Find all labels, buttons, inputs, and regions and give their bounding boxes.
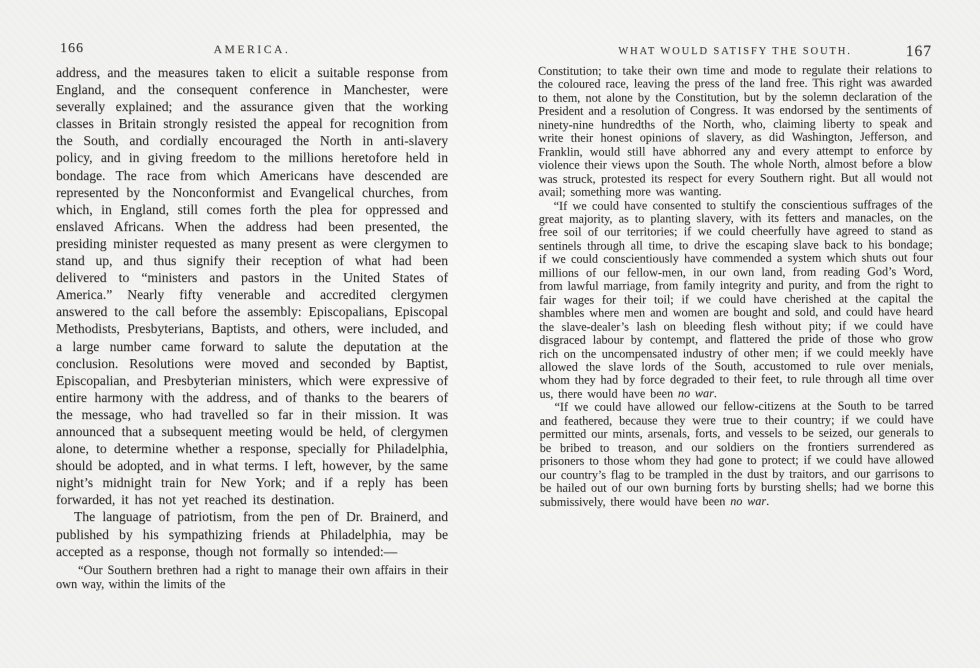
paragraph — [539, 198, 934, 402]
text-segment: Constitution; to take their own time and mode to regulate their relations to the coloured race, leaving the press of the land free. This right was awarded to them, not alone by the Constitution, but by the solemn declaration of the President and a resolution of Congress. It was endorsed by the sentiments of ninety-nine hundredths of the North, who, claiming liberty to speak and write their honest opinions of slavery, as did Washington, Jefferson, and Franklin, would still have abhorred any and every attempt to enforce by violence their views upon the South. The whole North, almost before a blow was struck, protested its respect for every Southern right. But all would not avail; something more was wanting. — [537, 62, 933, 199]
left-page — [56, 0, 448, 668]
text-segment: “If we could have allowed our fellow-citizens at the South to be tarred and feathered, because they were true to their country; if we could have permitted our mints, arsenals, forts, and vessels to be seized, our generals to be bribed to treason, and our soldiers on the frontiers surrendered as prisoners to those whom they had gone to protect; if we could have allowed our country’s flag to be trampled in the dust by traitors, and our garrisons to be hailed out of our own burning forts by bursting shells; had we borne this submissively, there would have been — [539, 398, 934, 509]
paragraph — [56, 508, 448, 559]
left-running-head: AMERICA. — [213, 44, 291, 56]
paragraph — [56, 64, 448, 508]
right-running-head: WHAT WOULD SATISFY THE SOUTH. — [618, 46, 852, 57]
right-page-header — [538, 43, 932, 62]
left-page-header — [56, 41, 448, 60]
left-page-text — [56, 64, 448, 591]
text-segment: address, and the measures taken to elicit a suitable response from England, and the consequent conference in Manchester, were severally explained; and the assurance given that the working classes in Britain strongly resisted the appeal for recognition from the South, and cordially encouraged the North in anti-slavery policy, and in giving freedom to the millions heretofore held in bondage. The race from which Americans have descended are represented by the Nonconformist and Evangelical churches, from which, in England, still comes forth the plea for oppressed and enslaved Africans. When the address had been presented, the presiding minister requested as many present as were clergymen to stand up, and thus signify their reception of what had been delivered to “ministers and pastors in the United States of America.” Nearly fifty venerable and accredited clergymen answered to the call before the assembly: Episcopalians, Episcopal Methodists, Presbyterians, Baptists, and others, were included, and a large number came forward to salute the deputation at the conclusion. Resolutions were moved and seconded by Baptist, Episcopalian, and Presbyterian ministers, which were expressive of entire harmony with the address, and of thanks to the bearers of the message, who had travelled so far in their mission. It was announced that a subsequent meeting would be held, of clergymen alone, to determine whether a response, specially for Philadelphia, should be adopted, and in what terms. I left, however, by the same night’s midnight train for New York; and if a reply has been forwarded, it has not yet reached its destination. — [56, 65, 448, 508]
right-page — [538, 0, 932, 668]
paragraph — [538, 63, 933, 199]
text-segment: “If we could have consented to stultify the conscientious suffrages of the great majority, as to planting slavery, with its fetters and manacles, on the free soil of our territories; if we could cheerfully have agreed to stand as sentinels through all time, to drive the escaping slave back to his bondage; if we could conscientiously have commended a system which shuts out four millions of our fellow-men, in our own land, from reading God’s Word, from lawful marriage, from family integrity and purity, and from the right to fair wages for their toil; if we could have cherished at the capital the shambles where men and women are bought and sold, and could have heard the slave-dealer’s lash on bleeding flesh without pity; if we could have disgraced labour by contempt, and flattered the pride of those who grow rich on the uncompensated industry of other men; if we could meekly have allowed the slave lords of the South, accustomed to rule over menials, whom they had by force degraded to their feet, to rule through all time over us, there would have been — [538, 196, 934, 401]
italic-text: no war — [730, 493, 767, 508]
paragraph — [539, 399, 933, 508]
italic-text: no war — [677, 385, 714, 401]
text-segment: The language of patriotism, from the pen of Dr. Brainerd, and published by his sympathizing friends at Philadelphia, may be accepted as a response, though not formally so intended:— — [56, 509, 448, 559]
left-page-number: 166 — [60, 41, 84, 56]
right-page-number: 167 — [905, 43, 932, 60]
text-segment: . — [713, 385, 717, 400]
right-page-text — [538, 63, 934, 509]
text-segment: . — [766, 493, 770, 508]
paragraph — [56, 564, 448, 592]
text-segment: “Our Southern brethren had a right to manage their own affairs in their own way, within the limits of the — [56, 562, 448, 591]
